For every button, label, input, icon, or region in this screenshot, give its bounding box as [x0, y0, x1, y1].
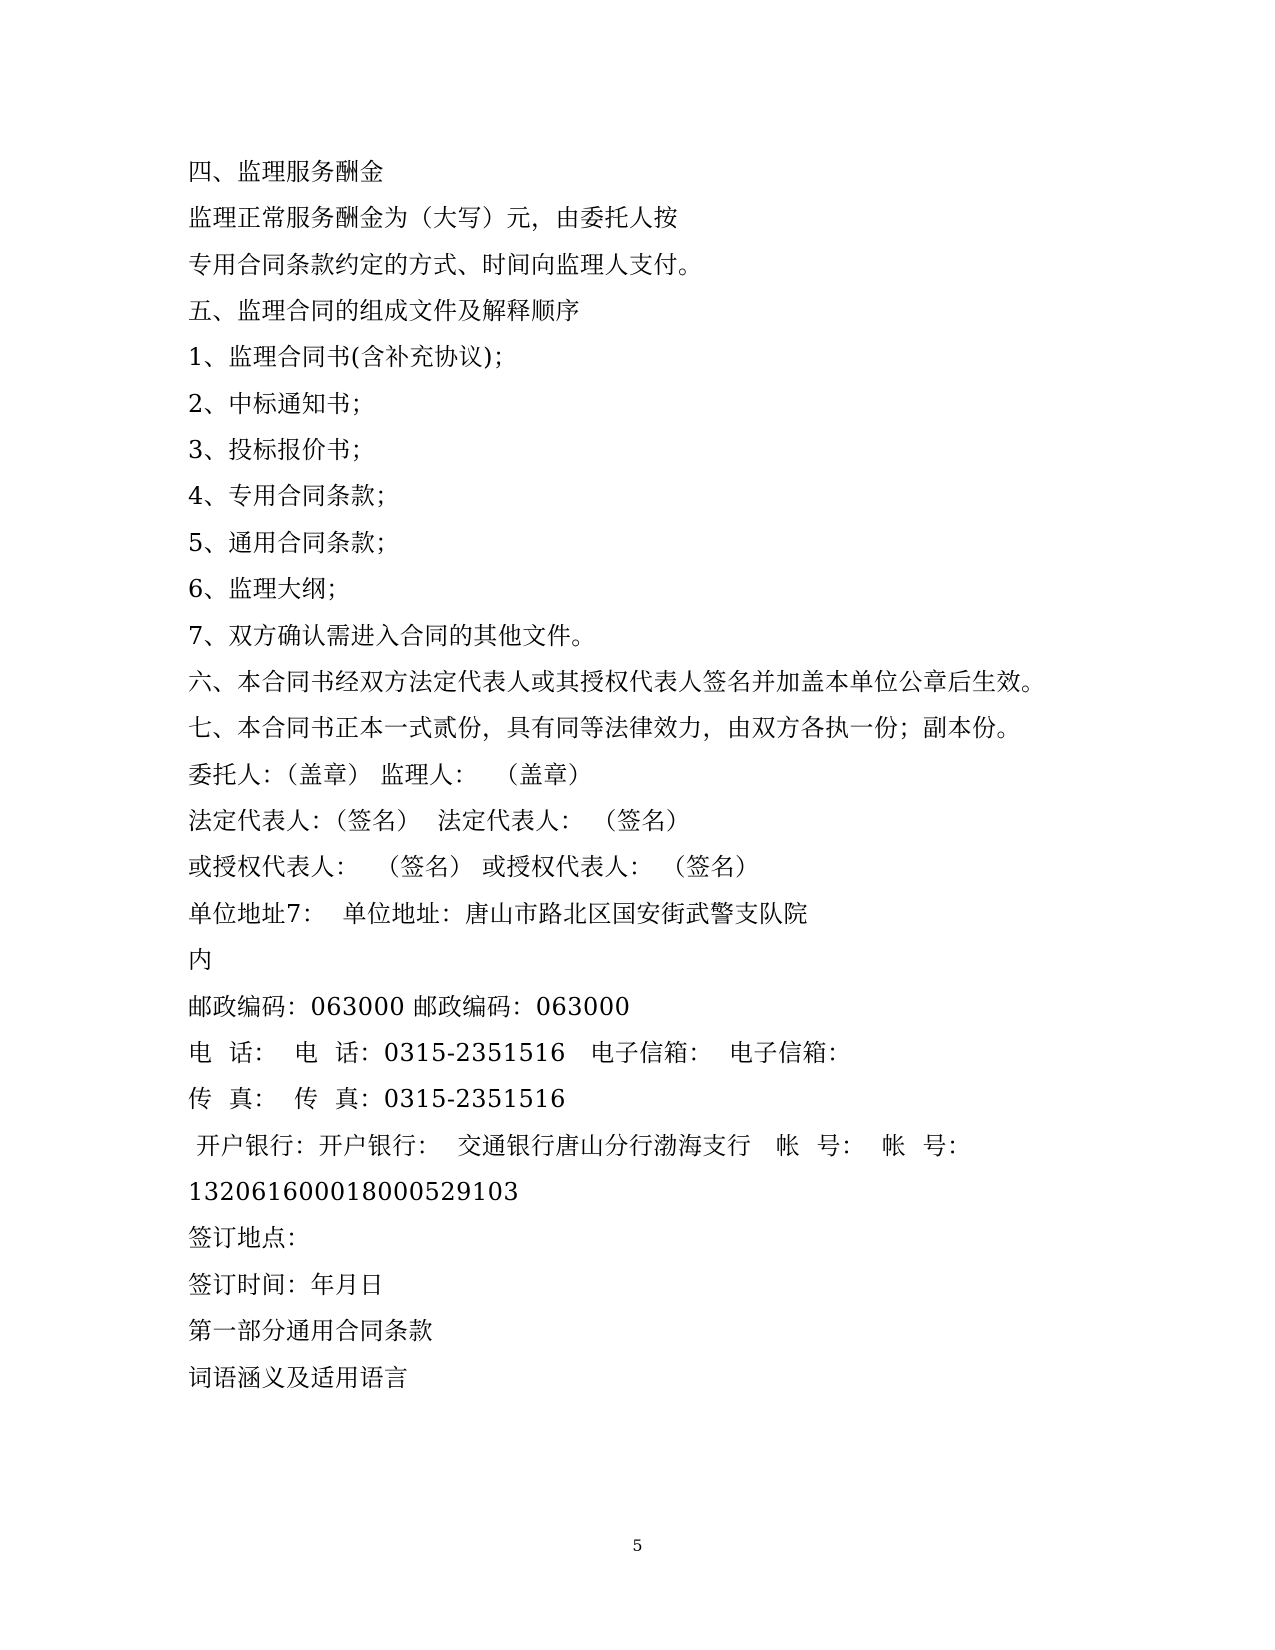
- section-heading-effectiveness: 六、本合同书经双方法定代表人或其授权代表人签名并加盖本单位公章后生效。: [188, 668, 1046, 696]
- page-number: 5: [632, 1536, 643, 1555]
- section-heading-copies: 七、本合同书正本一式贰份，具有同等法律效力，由双方各执一份；副本份。: [188, 714, 1021, 742]
- signature-line: 委托人：（盖章） 监理人： （盖章）: [188, 761, 593, 789]
- signing-place: 签订地点：: [188, 1224, 311, 1252]
- list-item: 1、监理合同书(含补充协议)；: [188, 343, 518, 371]
- phone-email-line: 电 话： 电 话：0315-2351516 电子信箱： 电子信箱：: [188, 1039, 852, 1067]
- address-line-continued: 内: [188, 946, 213, 974]
- section-heading-remuneration: 四、监理服务酬金: [188, 158, 384, 186]
- list-item: 6、监理大纲；: [188, 575, 351, 603]
- address-line: 单位地址7： 单位地址：唐山市路北区国安街武警支队院: [188, 900, 809, 928]
- paragraph-line: 监理正常服务酬金为（大写）元，由委托人按: [188, 204, 678, 232]
- signature-line: 法定代表人：（签名） 法定代表人： （签名）: [188, 807, 691, 835]
- paragraph-line: 专用合同条款约定的方式、时间向监理人支付。: [188, 251, 703, 279]
- list-item: 2、中标通知书；: [188, 390, 376, 418]
- signature-line: 或授权代表人： （签名） 或授权代表人： （签名）: [188, 853, 760, 881]
- list-item: 7、双方确认需进入合同的其他文件。: [188, 622, 596, 650]
- signing-date: 签订时间：年月日: [188, 1271, 384, 1299]
- list-item: 5、通用合同条款；: [188, 529, 400, 557]
- bank-line: 开户银行：开户银行： 交通银行唐山分行渤海支行 帐 号： 帐 号：: [188, 1132, 972, 1160]
- account-number: 132061600018000529103: [188, 1178, 520, 1206]
- list-item: 4、专用合同条款；: [188, 482, 400, 510]
- fax-line: 传 真： 传 真：0315-2351516: [188, 1085, 566, 1113]
- section-heading-documents: 五、监理合同的组成文件及解释顺序: [188, 297, 580, 325]
- list-item: 3、投标报价书；: [188, 436, 376, 464]
- part-heading: 第一部分通用合同条款: [188, 1317, 433, 1345]
- subsection-heading: 词语涵义及适用语言: [188, 1364, 409, 1392]
- postal-code-line: 邮政编码：063000 邮政编码：063000: [188, 993, 631, 1021]
